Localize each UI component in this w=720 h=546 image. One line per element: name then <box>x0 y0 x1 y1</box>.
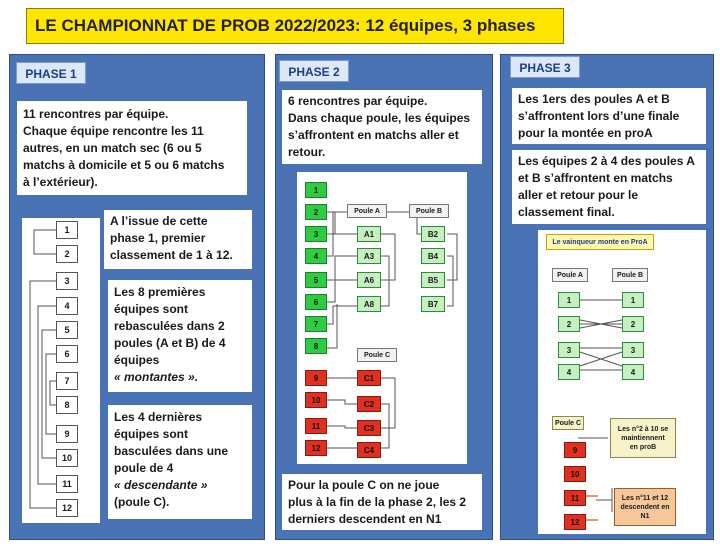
rank-box: 6 <box>56 345 78 363</box>
text-line: Les 1ers des poules A et B <box>518 92 670 106</box>
rank-box: 2 <box>56 245 78 263</box>
poule-b-team: B5 <box>421 272 445 288</box>
note-line: maintiennent <box>621 434 665 442</box>
green-team-box: 6 <box>305 294 327 310</box>
text-line: pour la montée en proA <box>518 126 653 140</box>
text-line: Pour la poule C on ne joue <box>288 478 440 492</box>
green-team-box: 8 <box>305 338 327 354</box>
red-team-box: 11 <box>305 418 327 434</box>
text-line: équipes <box>114 353 160 367</box>
phase1-ranking-panel <box>22 218 100 523</box>
text-line: aller et retour pour le <box>518 188 639 202</box>
green-team-box: 1 <box>305 182 327 198</box>
poule-b-label: Poule B <box>612 268 648 282</box>
text-line: 6 rencontres par équipe. <box>288 94 428 108</box>
poule-c-rank: 11 <box>564 490 586 506</box>
text-line: basculées dans une <box>114 444 229 458</box>
poule-b-team: B7 <box>421 296 445 312</box>
red-team-box: 9 <box>305 370 327 386</box>
poule-a-team: A8 <box>357 296 381 312</box>
green-team-box: 4 <box>305 248 327 264</box>
phase1-intro-line: 11 rencontres par équipe. <box>23 107 169 121</box>
green-team-box: 7 <box>305 316 327 332</box>
text-line: rebasculées dans 2 <box>114 319 225 333</box>
text-line: phase 1, premier <box>110 231 206 245</box>
text-line: « descendante » <box>114 478 208 492</box>
phase1-issue-text <box>104 210 252 269</box>
text-line: Les 8 premières <box>114 285 206 299</box>
phase1-top8-text <box>108 280 252 392</box>
red-team-box: 10 <box>305 392 327 408</box>
phase1-intro-line: Chaque équipe rencontre les 11 <box>23 124 204 138</box>
text-line: équipes sont <box>114 427 189 441</box>
maintain-note <box>610 418 676 458</box>
text-line: classement final. <box>518 205 615 219</box>
phase2-intro <box>282 90 482 164</box>
note-line: Les n°11 et 12 <box>621 494 669 502</box>
text-line: Dans chaque poule, les équipes <box>288 111 471 125</box>
text-line: Les équipes 2 à 4 des poules A <box>518 154 695 168</box>
text-line: s’affrontent lors d’une finale <box>518 109 680 123</box>
rank-box: 8 <box>56 396 78 414</box>
rank-box: 9 <box>56 425 78 443</box>
text-line: poule de 4 <box>114 461 174 475</box>
phase2-footer <box>282 474 482 530</box>
relegation-note <box>614 488 676 526</box>
phase3-tag: PHASE 3 <box>510 56 580 78</box>
poule-c-label: Poule C <box>357 348 397 362</box>
phase3-classement-text <box>512 150 706 224</box>
poule-a-rank: 3 <box>558 342 580 358</box>
poule-a-team: A6 <box>357 272 381 288</box>
text-line: A l’issue de cette <box>110 214 208 228</box>
phase1-tag: PHASE 1 <box>16 62 86 84</box>
text-line: équipes sont <box>114 302 189 316</box>
text-line: et B s’affrontent en matchs <box>518 171 673 185</box>
poule-a-label: Poule A <box>552 268 588 282</box>
poule-a-team: A3 <box>357 248 381 264</box>
poule-a-team: A1 <box>357 226 381 242</box>
text-line: poules (A et B) de 4 <box>114 336 226 350</box>
phase1-intro-line: à l’extérieur). <box>23 175 98 189</box>
phase1-intro <box>17 101 247 195</box>
phase3-final-text <box>512 88 706 144</box>
text-line: Les 4 dernières <box>114 410 203 424</box>
green-team-box: 3 <box>305 226 327 242</box>
rank-box: 7 <box>56 372 78 390</box>
red-team-box: 12 <box>305 440 327 456</box>
poule-c-rank: 9 <box>564 442 586 458</box>
rank-box: 10 <box>56 449 78 467</box>
page-title: LE CHAMPIONNAT DE PROB 2022/2023: 12 équipes, 3 phases <box>26 8 564 44</box>
poule-a-label: Poule A <box>347 204 387 218</box>
phase1-intro-line: matchs à domicile et 5 ou 6 matchs <box>23 158 225 172</box>
poule-b-rank: 2 <box>622 316 644 332</box>
poule-a-rank: 1 <box>558 292 580 308</box>
green-team-box: 2 <box>305 204 327 220</box>
poule-a-rank: 2 <box>558 316 580 332</box>
rank-box: 3 <box>56 272 78 290</box>
note-line: N1 <box>640 512 650 520</box>
poule-b-team: B2 <box>421 226 445 242</box>
poule-c-team: C2 <box>357 396 381 412</box>
text-line: « montantes ». <box>114 370 199 384</box>
poule-b-rank: 1 <box>622 292 644 308</box>
rank-box: 12 <box>56 499 78 517</box>
text-line: s’affrontent en matchs aller et <box>288 128 459 142</box>
phase1-intro-line: autres, en un match sec (6 ou 5 <box>23 141 202 155</box>
green-team-box: 5 <box>305 272 327 288</box>
note-line: en proB <box>629 443 657 451</box>
poule-c-label: Poule C <box>552 416 584 430</box>
rank-box: 4 <box>56 297 78 315</box>
poule-c-rank: 12 <box>564 514 586 530</box>
poule-b-rank: 3 <box>622 342 644 358</box>
poule-a-rank: 4 <box>558 364 580 380</box>
poule-c-team: C3 <box>357 420 381 436</box>
text-line: derniers descendent en N1 <box>288 512 442 526</box>
phase1-last4-text <box>108 405 252 519</box>
text-line: retour. <box>288 145 326 159</box>
rank-box: 1 <box>56 221 78 239</box>
winner-banner: Le vainqueur monte en ProA <box>546 234 654 250</box>
phase2-tag: PHASE 2 <box>279 60 349 82</box>
note-line: descendent en <box>620 503 670 511</box>
rank-box: 11 <box>56 475 78 493</box>
phase3-diagram <box>538 230 706 534</box>
rank-box: 5 <box>56 321 78 339</box>
text-line: plus à la fin de la phase 2, les 2 <box>288 495 467 509</box>
note-line: Les n°2 à 10 se <box>617 425 669 433</box>
poule-b-rank: 4 <box>622 364 644 380</box>
poule-c-team: C1 <box>357 370 381 386</box>
poule-c-rank: 10 <box>564 466 586 482</box>
text-line: classement de 1 à 12. <box>110 248 233 262</box>
poule-c-team: C4 <box>357 442 381 458</box>
phase2-diagram <box>297 172 467 464</box>
poule-b-label: Poule B <box>409 204 449 218</box>
text-line: (poule C). <box>114 495 170 509</box>
poule-b-team: B4 <box>421 248 445 264</box>
